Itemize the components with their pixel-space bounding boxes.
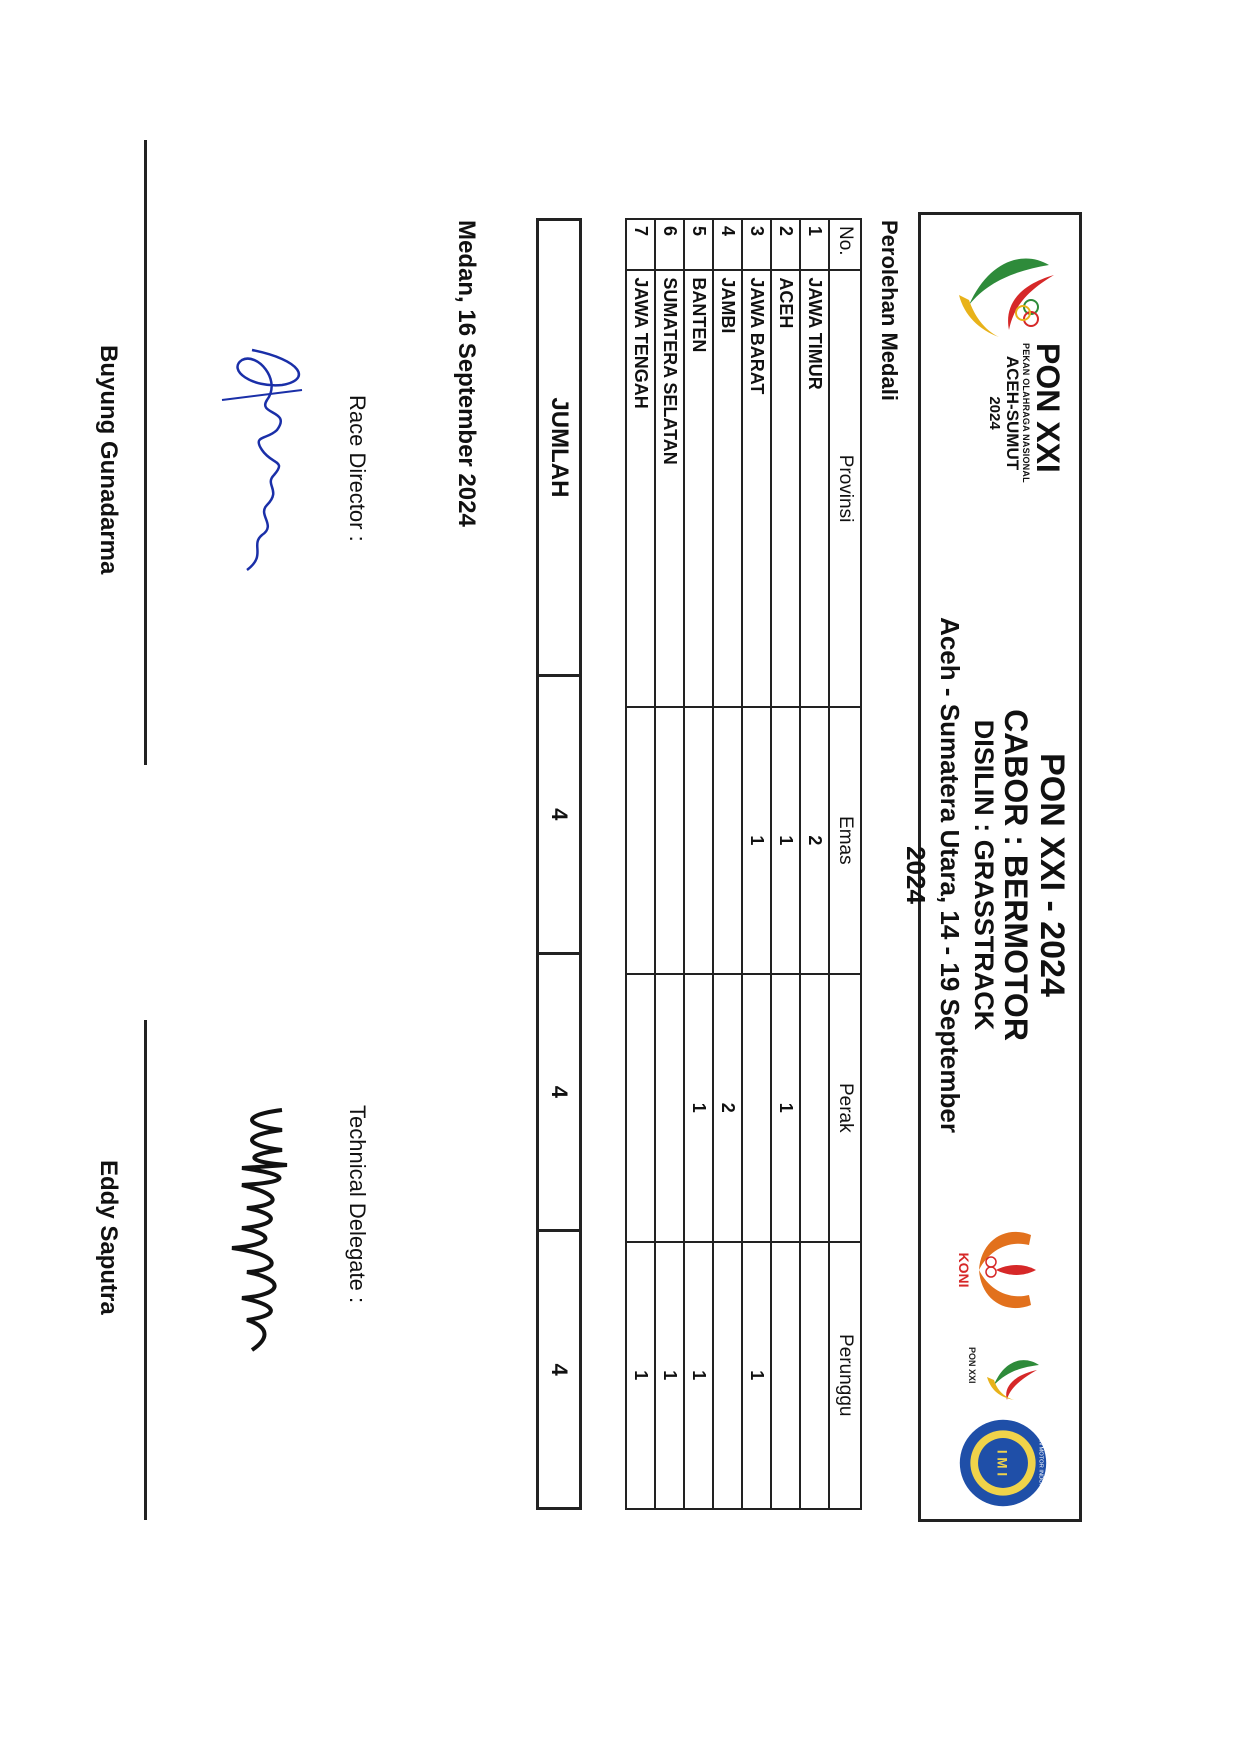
- table-row: [742, 219, 771, 1509]
- table-row: [713, 219, 742, 1509]
- section-title: Perolehan Medali: [877, 220, 902, 401]
- cell-no: 4: [713, 219, 742, 270]
- technical-delegate-signature: [212, 1100, 322, 1360]
- cell-perak: [655, 974, 684, 1241]
- cell-no: 3: [742, 219, 771, 270]
- cell-perunggu: 1: [655, 1242, 684, 1510]
- total-emas: 4: [538, 675, 581, 953]
- cell-emas: 1: [771, 707, 800, 974]
- total-perak: 4: [538, 953, 581, 1231]
- cell-perak: 1: [684, 974, 713, 1241]
- koni-logo: [951, 1220, 1051, 1320]
- race-director-signature: [212, 340, 322, 590]
- col-header-emas: Emas: [829, 707, 861, 974]
- cell-emas: [655, 707, 684, 974]
- col-header-provinsi: Provinsi: [829, 270, 861, 706]
- table-row: [655, 219, 684, 1509]
- cell-perunggu: [771, 1242, 800, 1510]
- cell-provinsi: JAWA TIMUR: [800, 270, 829, 706]
- imi-logo-text: IKATAN MOTOR INDONESIA: [1037, 1424, 1044, 1502]
- table-row: [800, 219, 829, 1509]
- cell-provinsi: JAWA TENGAH: [626, 270, 655, 706]
- cell-provinsi: JAWA BARAT: [742, 270, 771, 706]
- cell-provinsi: BANTEN: [684, 270, 713, 706]
- place-date: Medan, 16 September 2024: [453, 220, 480, 527]
- cell-perunggu: 1: [742, 1242, 771, 1510]
- cell-provinsi: JAMBI: [713, 270, 742, 706]
- cabor-title: CABOR : BERMOTOR: [998, 709, 1034, 1041]
- pon-small-logo-text: PON XXI: [967, 1347, 977, 1384]
- table-header-row: [829, 219, 861, 1509]
- cell-emas: [713, 707, 742, 974]
- medal-table: [625, 218, 862, 1510]
- total-perunggu: 4: [538, 1231, 581, 1509]
- pon-brand-region: ACEH-SUMUT: [1003, 355, 1022, 471]
- table-row: [684, 219, 713, 1509]
- race-director-name: Buyung Gunadarma: [95, 345, 122, 575]
- imi-logo-letters: I M I: [994, 1449, 1010, 1477]
- cell-no: 7: [626, 219, 655, 270]
- cell-emas: 2: [800, 707, 829, 974]
- pon-brand-title: PON XXI: [1030, 343, 1066, 473]
- cell-provinsi: ACEH: [771, 270, 800, 706]
- col-header-perunggu: Perunggu: [829, 1242, 861, 1510]
- total-row: [538, 220, 581, 1509]
- race-director-signature-line: [144, 140, 147, 765]
- cell-no: 5: [684, 219, 713, 270]
- pon-xxi-logo: [949, 245, 1069, 345]
- pon-brand-text: [986, 343, 1065, 563]
- cell-provinsi: SUMATERA SELATAN: [655, 270, 684, 706]
- event-location: Aceh - Sumatera Utara, 14 - 19 September 2024: [901, 617, 965, 1133]
- col-header-perak: Perak: [829, 974, 861, 1241]
- header-box: [901, 212, 1082, 1522]
- pon-brand-subtitle: PEKAN OLAHRAGA NASIONAL: [1021, 343, 1031, 483]
- cell-emas: 1: [742, 707, 771, 974]
- pon-brand-year: 2024: [986, 396, 1003, 430]
- col-header-no: No.: [829, 219, 861, 270]
- cell-perak: [800, 974, 829, 1241]
- cell-perunggu: [713, 1242, 742, 1510]
- cell-emas: [684, 707, 713, 974]
- technical-delegate-label: Technical Delegate :: [345, 1105, 370, 1304]
- technical-delegate-signature-line: [144, 1020, 147, 1520]
- table-row: [771, 219, 800, 1509]
- cell-perak: 1: [771, 974, 800, 1241]
- cell-perunggu: 1: [684, 1242, 713, 1510]
- cell-emas: [626, 707, 655, 974]
- total-label: JUMLAH: [538, 220, 581, 676]
- disiplin-title: DISILIN : GRASSTRACK: [969, 719, 999, 1031]
- cell-perak: [742, 974, 771, 1241]
- pon-xxi-small-logo: [949, 1325, 1049, 1405]
- cell-no: 2: [771, 219, 800, 270]
- title-block: [899, 595, 1071, 1155]
- cell-perunggu: [800, 1242, 829, 1510]
- table-row: [626, 219, 655, 1509]
- imi-logo: [955, 1415, 1051, 1511]
- total-table: [536, 218, 582, 1510]
- cell-perak: 2: [713, 974, 742, 1241]
- technical-delegate-name: Eddy Saputra: [95, 1160, 122, 1315]
- cell-no: 1: [800, 219, 829, 270]
- koni-logo-text: KONI: [956, 1252, 972, 1288]
- cell-no: 6: [655, 219, 684, 270]
- race-director-label: Race Director :: [345, 395, 370, 542]
- cell-perunggu: 1: [626, 1242, 655, 1510]
- event-title: PON XXI - 2024: [1033, 753, 1071, 997]
- cell-perak: [626, 974, 655, 1241]
